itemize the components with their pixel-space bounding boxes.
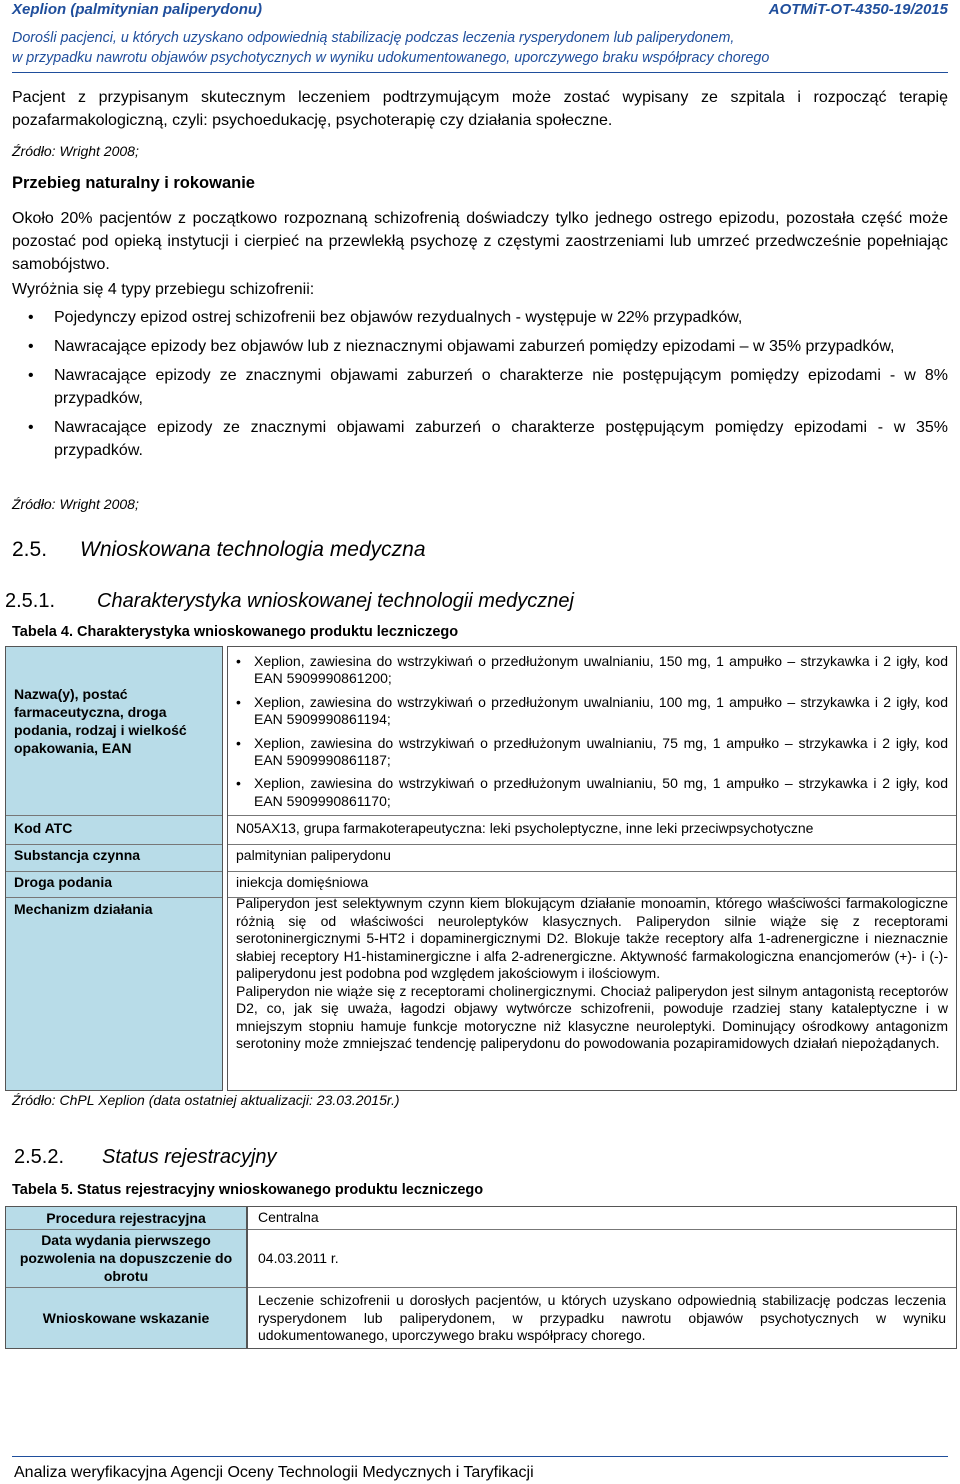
label-indication: Wnioskowane wskazanie [42, 1310, 210, 1326]
running-header [12, 1, 948, 21]
bullet-icon: • [236, 775, 241, 792]
label-date: Data wydania pierwszego pozwolenia na dopuszczenie do obrotu [19, 1232, 233, 1284]
footer-text: Analiza weryfikacyjna Agencji Oceny Technologii Medycznych i Taryfikacji [14, 1464, 534, 1481]
list-item: • Pojedynczy epizod ostrej schizofrenii bez objawów rezydualnych - występuje w 22% przypadków, [12, 306, 948, 329]
mechanism-paragraph-1: Paliperydon jest selektywnym czynn kiem blokującym działanie monoamin, którego właściwości farmakologiczne różnią się od właściwości neuroleptyków klasycznych. Paliperydon silnie wiąże się z receptorami serotoninergicznymi 5-HT2 i dopaminergicznymi D2. Blokuje także receptory alfa 1-adrenergiczne i nieznacznie słabiej receptory H1-histaminergiczne i alfa 2-adrenergiczne. Aktywność farmakologiczna enancjomerów (+)- i (-)-paliperydonu jest podobna pod względem jakościowym i ilościowym. [236, 895, 948, 981]
course-source: Źródło: Wright 2008; [12, 496, 139, 512]
table4-source: Źródło: ChPL Xeplion (data ostatniej aktualizacji: 23.03.2015r.) [12, 1092, 400, 1108]
value-substance: palmitynian paliperydonu [236, 847, 391, 863]
row-divider [6, 1287, 246, 1288]
label-mechanism: Mechanizm działania [14, 901, 153, 917]
intro-source: Źródło: Wright 2008; [12, 143, 139, 159]
list-item: • Nawracające epizody ze znacznymi objawami zaburzeń o charakterze nie postępującym pomiędzy epizodami - w 8% przypadków, [12, 364, 948, 410]
value-route: iniekcja domięśniowa [236, 874, 369, 890]
bullet-icon: • [236, 734, 241, 751]
list-item: • Xeplion, zawiesina do wstrzykiwań o przedłużonym uwalnianiu, 150 mg, 1 ampułko – strzykawka i 2 igły, kod EAN 5909990861200; [236, 653, 948, 687]
section-2-5-1-heading [5, 590, 574, 613]
table4-caption: Tabela 4. Charakterystyka wnioskowanego produktu leczniczego [12, 624, 459, 640]
row-divider [6, 897, 222, 898]
table5-label-column [5, 1206, 247, 1349]
bullet-icon: • [28, 309, 34, 326]
value-indication: Leczenie schizofrenii u dorosłych pacjentów, u których uzyskano odpowiednią stabilizację podczas leczenia rysperydonem lub paliperydonem, w przypadku nawrotu objawów psychotycznych w wyniku udokumentowanego, uporczywego braku współpracy chorego. [258, 1292, 946, 1343]
row-divider [6, 1229, 246, 1230]
row-divider [6, 844, 222, 845]
bullet-icon: • [236, 653, 241, 669]
row-divider [248, 1229, 956, 1230]
label-procedure: Procedura rejestracyjna [46, 1210, 206, 1226]
bullet-icon: • [236, 693, 241, 710]
bullet-icon: • [28, 419, 34, 436]
row-divider [6, 815, 222, 816]
table5-value-column [247, 1206, 957, 1349]
course-lead: Wyróżnia się 4 typy przebiegu schizofrenii: [12, 281, 315, 298]
footer-rule [12, 1456, 948, 1457]
header-indication-line1: Dorośli pacjenci, u których uzyskano odpowiednią stabilizację podczas leczenia rysperydonem lub paliperydonem, [12, 30, 735, 46]
value-date: 04.03.2011 r. [258, 1250, 339, 1266]
section-title: Status rejestracyjny [102, 1146, 277, 1168]
row-divider [228, 871, 956, 872]
section-2-5-2-heading [14, 1146, 277, 1169]
section-number: 2.5.1. [5, 590, 56, 612]
table4 [5, 646, 957, 1091]
section-number: 2.5.2. [14, 1146, 65, 1168]
intro-paragraph: Pacjent z przypisanym skutecznym leczeniem podtrzymującym może zostać wypisany ze szpitala i rozpocząć terapię pozafarmakologiczną, czyli: psychoedukację, psychoterapię czy działania społeczne. [12, 89, 948, 129]
label-substance: Substancja czynna [14, 847, 141, 863]
row-divider [248, 1287, 956, 1288]
section-number: 2.5. [12, 538, 48, 561]
section-title: Wnioskowana technologia medyczna [80, 538, 426, 561]
header-report-code: AOTMiT-OT-4350-19/2015 [768, 1, 948, 18]
course-heading: Przebieg naturalny i rokowanie [12, 174, 255, 192]
section-2-5-heading [12, 538, 426, 562]
label-name: Nazwa(y), postać farmaceutyczna, droga podania, rodzaj i wielkość opakowania, EAN [14, 686, 187, 756]
list-item: • Nawracające epizody ze znacznymi objawami zaburzeń o charakterze postępującym pomiędzy epizodami - w 35% przypadków. [12, 416, 948, 462]
header-indication-line2: w przypadku nawrotu objawów psychotycznych w wyniku udokumentowanego, uporczywego braku współpracy chorego [12, 50, 770, 66]
product-list [236, 653, 948, 816]
table5 [5, 1206, 957, 1349]
list-item: • Xeplion, zawiesina do wstrzykiwań o przedłużonym uwalnianiu, 100 mg, 1 ampułko – strzykawka i 2 igły, kod EAN 5909990861194; [236, 693, 948, 728]
header-indication [12, 28, 948, 68]
row-divider [6, 871, 222, 872]
header-product-title: Xeplion (palmitynian paliperydonu) [12, 1, 263, 18]
bullet-icon: • [28, 367, 34, 384]
list-item: • Nawracające epizody bez objawów lub z nieznacznymi objawami zaburzeń pomiędzy epizodami – w 35% przypadków, [12, 335, 948, 358]
bullet-icon: • [28, 338, 34, 355]
list-item: • Xeplion, zawiesina do wstrzykiwań o przedłużonym uwalnianiu, 75 mg, 1 ampułko – strzykawka i 2 igły, kod EAN 5909990861187; [236, 734, 948, 769]
row-divider [228, 844, 956, 845]
table5-caption: Tabela 5. Status rejestracyjny wnioskowanego produktu leczniczego [12, 1182, 484, 1198]
table4-value-column [227, 646, 957, 1091]
section-title: Charakterystyka wnioskowanej technologii medycznej [97, 590, 574, 612]
label-route: Droga podania [14, 874, 113, 890]
value-atc: N05AX13, grupa farmakoterapeutyczna: leki psycholeptyczne, inne leki przeciwpsychotyczne [236, 820, 814, 836]
header-rule [12, 72, 948, 73]
mechanism-paragraph-2: Paliperydon nie wiąże się z receptorami cholinergicznymi. Chociaż paliperydon jest silnym antagonistą receptorów D2, co, jak się uważa, łagodzi objawy wytwórcze schizofrenii, powoduje rzadziej stany kataleptyczne i w mniejszym stopniu hamuje funkcje motoryczne niż klasyczne neuroleptyki. Dominujący ośrodkowy antagonizm serotoniny może zmniejszać tendencję paliperydonu do powodowania pozapiramidowych działań niepożądanych. [236, 982, 948, 1051]
label-atc: Kod ATC [14, 820, 73, 836]
list-item: • Xeplion, zawiesina do wstrzykiwań o przedłużonym uwalnianiu, 50 mg, 1 ampułko – strzykawka i 2 igły, kod EAN 5909990861170; [236, 775, 948, 809]
value-procedure: Centralna [258, 1209, 319, 1225]
row-divider [228, 815, 956, 816]
value-mechanism [236, 895, 948, 1053]
course-types-list [12, 306, 948, 468]
course-paragraph: Około 20% pacjentów z początkowo rozpoznaną schizofrenią doświadczy tylko jednego ostrego epizodu, pozostała część może pozostać pod opieką instytucji i cierpieć na przewlekłą psychozę z częstymi zaostrzeniami lub umrzeć przedwcześnie popełniając samobójstwo. [12, 210, 948, 273]
table4-label-column [5, 646, 223, 1091]
